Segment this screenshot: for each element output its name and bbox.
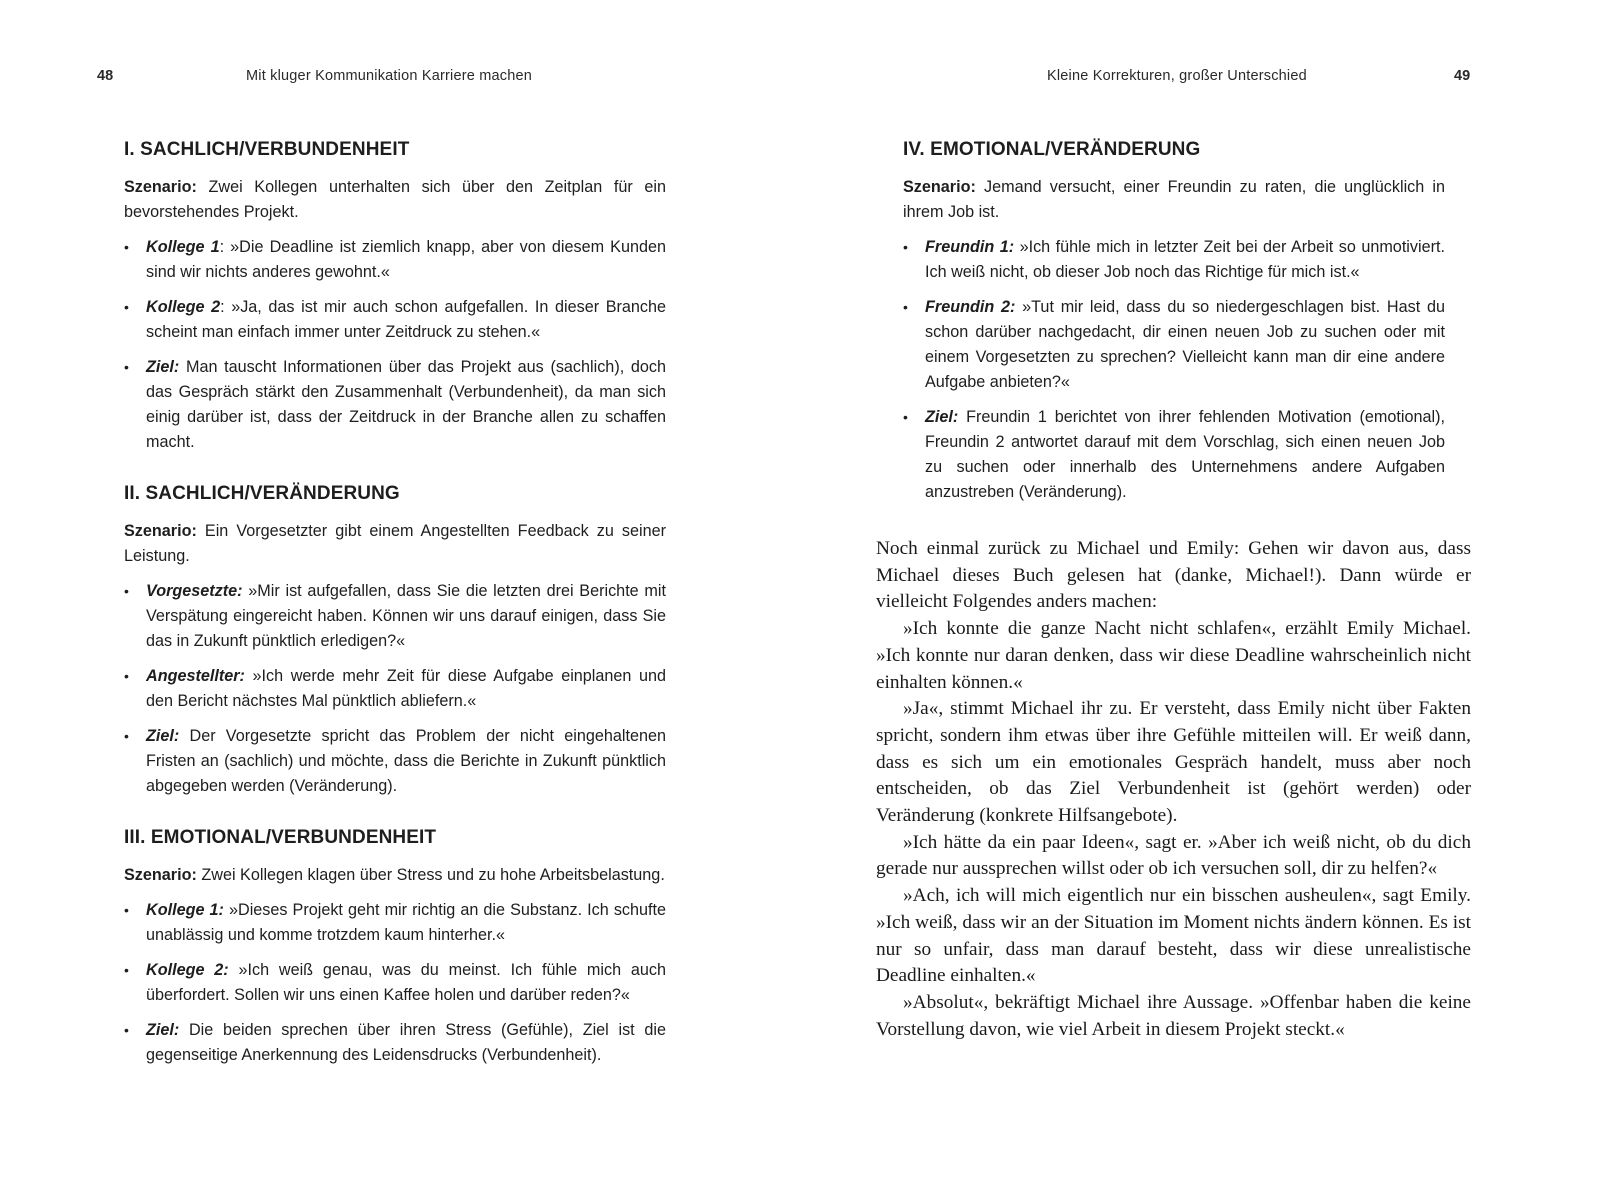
narrative-body xyxy=(876,536,1471,1043)
scenario-text: Ein Vorgesetzter gibt einem Angestellten Feedback zu seiner Leistung. xyxy=(124,522,666,565)
item-text: Die beiden sprechen über ihren Stress (Gefühle), Ziel ist die gegenseitige Anerkennung des Leidensdrucks (Verbundenheit). xyxy=(146,1021,666,1064)
list-item xyxy=(124,295,666,345)
bullet-icon: • xyxy=(124,962,129,978)
dialog-list xyxy=(124,235,666,455)
item-text: »Dieses Projekt geht mir richtig an die Substanz. Ich schufte unablässig und komme trotzdem kaum hinterher.« xyxy=(146,901,667,944)
narrative-paragraph: »Ja«, stimmt Michael ihr zu. Er versteht, dass Emily nicht über Fakten spricht, sondern ihm etwas über ihre Gefühle mitteilen will. Er weiß dann, dass es sich um ein emotionales Gespräch handelt, muss aber noch entscheiden, ob das Ziel Verbundenheit ist (gehört werden) oder Veränderung (konkrete Hilfsangebote). xyxy=(876,698,1471,827)
narrative-paragraph: »Absolut«, bekräftigt Michael ihre Aussage. »Offenbar haben die keine Vorstellung davon, wie viel Arbeit in diesem Projekt steckt.« xyxy=(876,991,1471,1040)
bullet-icon: • xyxy=(124,583,129,599)
item-label: Angestellter: xyxy=(146,667,245,685)
scenario-text: Zwei Kollegen unterhalten sich über den Zeitplan für ein bevorstehendes Projekt. xyxy=(124,178,666,221)
item-text: : »Die Deadline ist ziemlich knapp, aber von diesem Kunden sind wir nichts anderes gewohnt.« xyxy=(146,238,666,281)
item-label: Ziel: xyxy=(925,408,959,426)
section-title: I. SACHLICH/VERBUNDENHEIT xyxy=(124,139,410,160)
left-page-content xyxy=(124,137,666,1078)
section-sachlich-veraenderung xyxy=(124,481,666,799)
item-label: Freundin 2: xyxy=(925,298,1016,316)
page-number-left: 48 xyxy=(97,68,114,84)
right-page-content xyxy=(903,137,1445,515)
list-item xyxy=(124,958,666,1008)
bullet-icon: • xyxy=(124,1022,129,1038)
item-text: : »Ja, das ist mir auch schon aufgefallen. In dieser Branche scheint man einfach immer unter Zeitdruck zu stehen.« xyxy=(146,298,666,341)
bullet-icon: • xyxy=(903,409,908,425)
bullet-icon: • xyxy=(124,728,129,744)
narrative-paragraph: »Ich konnte die ganze Nacht nicht schlafen«, erzählt Emily Michael. »Ich konnte nur daran denken, dass wir diese Deadline wahrscheinlich nicht einhalten können.« xyxy=(876,618,1471,693)
scenario-label: Szenario: xyxy=(124,866,197,884)
bullet-icon: • xyxy=(903,239,908,255)
narrative-paragraph: »Ich hätte da ein paar Ideen«, sagt er. »Aber ich weiß nicht, ob du dich gerade nur aussprechen willst oder ob ich versuchen soll, dir zu helfen?« xyxy=(876,831,1471,880)
running-head-right: Kleine Korrekturen, großer Unterschied xyxy=(1047,68,1307,84)
bullet-icon: • xyxy=(124,299,129,315)
scenario xyxy=(124,519,666,569)
list-item xyxy=(124,355,666,455)
dialog-list xyxy=(124,579,666,799)
bullet-icon: • xyxy=(124,902,129,918)
item-text: »Ich werde mehr Zeit für diese Aufgabe einplanen und den Bericht nächstes Mal pünktlich abliefern.« xyxy=(146,667,666,710)
item-label: Ziel: xyxy=(146,358,180,376)
list-item xyxy=(124,724,666,799)
dialog-list xyxy=(903,235,1445,505)
list-item xyxy=(903,405,1445,505)
list-item xyxy=(124,579,666,654)
section-title: II. SACHLICH/VERÄNDERUNG xyxy=(124,483,400,504)
scenario-text: Zwei Kollegen klagen über Stress und zu hohe Arbeitsbelastung. xyxy=(196,866,665,884)
section-emotional-verbundenheit xyxy=(124,825,666,1068)
section-title: IV. EMOTIONAL/VERÄNDERUNG xyxy=(903,139,1201,160)
scenario-label: Szenario: xyxy=(124,178,197,196)
narrative-paragraph: Noch einmal zurück zu Michael und Emily: Gehen wir davon aus, dass Michael dieses Buch gelesen hat (danke, Michael!). Dann würde er vielleicht Folgendes anders machen: xyxy=(876,538,1471,613)
scenario-text: Jemand versucht, einer Freundin zu raten, die unglücklich in ihrem Job ist. xyxy=(903,178,1445,221)
item-text: »Tut mir leid, dass du so niedergeschlagen bist. Hast du schon darüber nachgedacht, dir einen neuen Job zu suchen oder mit einem Vorgesetzten zu sprechen? Vielleicht kann man dir eine andere Aufgabe anbieten?« xyxy=(925,298,1445,391)
item-text: Der Vorgesetzte spricht das Problem der nicht eingehaltenen Fristen an (sachlich) und möchte, dass die Berichte in Zukunft pünktlich abgegeben werden (Veränderung). xyxy=(146,727,666,795)
scenario xyxy=(124,863,666,888)
item-text: »Mir ist aufgefallen, dass Sie die letzten drei Berichte mit Verspätung eingereicht haben. Können wir uns darauf einigen, dass Sie das in Zukunft pünktlich erledigen?« xyxy=(146,582,666,650)
item-text: Freundin 1 berichtet von ihrer fehlenden Motivation (emotional), Freundin 2 antwortet darauf mit dem Vorschlag, sich einen neuen Job zu suchen oder innerhalb des Unternehmens andere Aufgaben anzustreben (Veränderung). xyxy=(925,408,1445,501)
running-head-left: Mit kluger Kommunikation Karriere machen xyxy=(246,68,533,84)
section-title: III. EMOTIONAL/VERBUNDENHEIT xyxy=(124,827,437,848)
item-label: Vorgesetzte: xyxy=(146,582,243,600)
section-sachlich-verbundenheit xyxy=(124,137,666,455)
bullet-icon: • xyxy=(124,668,129,684)
item-label: Kollege 1: xyxy=(146,901,224,919)
scenario-label: Szenario: xyxy=(124,522,197,540)
scenario xyxy=(124,175,666,225)
list-item xyxy=(903,235,1445,285)
bullet-icon: • xyxy=(903,299,908,315)
bullet-icon: • xyxy=(124,239,129,255)
item-label: Ziel: xyxy=(146,1021,180,1039)
list-item xyxy=(903,295,1445,395)
item-label: Freundin 1: xyxy=(925,238,1015,256)
list-item xyxy=(124,898,666,948)
scenario-label: Szenario: xyxy=(903,178,976,196)
item-text: »Ich fühle mich in letzter Zeit bei der Arbeit so unmotiviert. Ich weiß nicht, ob dieser Job noch das Richtige für mich ist.« xyxy=(925,238,1445,281)
item-label: Kollege 2 xyxy=(146,298,221,316)
dialog-list xyxy=(124,898,666,1068)
scenario xyxy=(903,175,1445,225)
list-item xyxy=(124,664,666,714)
item-label: Kollege 2: xyxy=(146,961,229,979)
narrative-paragraph: »Ach, ich will mich eigentlich nur ein bisschen ausheulen«, sagt Emily. »Ich weiß, dass wir an der Situation im Moment nichts ändern können. Es ist nur so unfair, dass man darauf besteht, dass wir diese unrealistische Deadline einhalten.« xyxy=(876,885,1471,987)
bullet-icon: • xyxy=(124,359,129,375)
item-text: Man tauscht Informationen über das Projekt aus (sachlich), doch das Gespräch stärkt den Zusammenhalt (Verbundenheit), da man sich einig darüber ist, dass der Zeitdruck in der Branche allen zu schaffen macht. xyxy=(146,358,666,451)
item-label: Ziel: xyxy=(146,727,180,745)
list-item xyxy=(124,1018,666,1068)
item-label: Kollege 1 xyxy=(146,238,220,256)
section-emotional-veraenderung xyxy=(903,137,1445,505)
item-text: »Ich weiß genau, was du meinst. Ich fühle mich auch überfordert. Sollen wir uns einen Kaffee holen und darüber reden?« xyxy=(146,961,666,1004)
page-number-right: 49 xyxy=(1454,68,1471,84)
list-item xyxy=(124,235,666,285)
